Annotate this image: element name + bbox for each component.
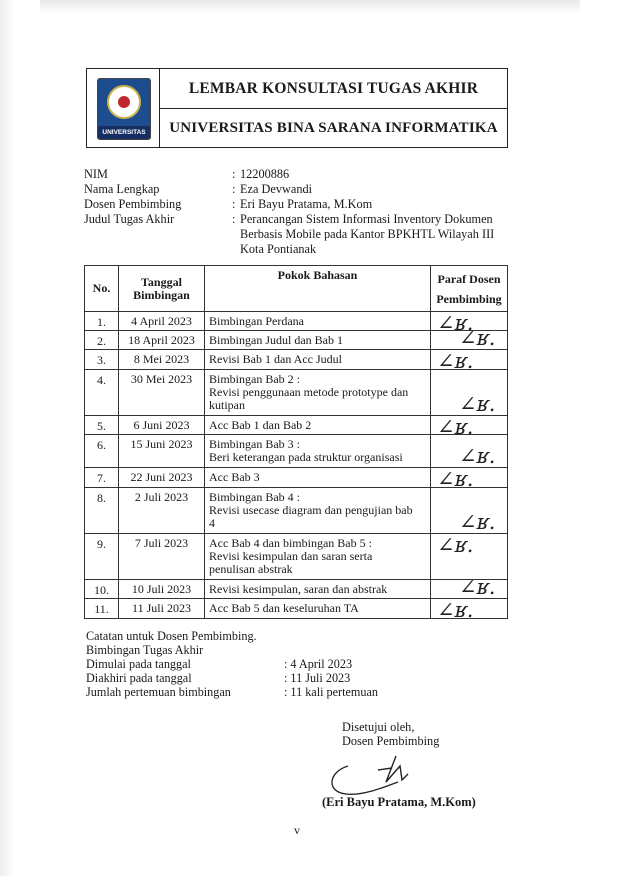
- university-logo: [97, 78, 151, 140]
- topic-line: Acc Bab 3: [209, 470, 260, 484]
- topic-line: Revisi Bab 1 dan Acc Judul: [209, 352, 342, 366]
- row-number: 11.: [85, 599, 119, 619]
- signature-mark: ∠ʁ.: [437, 311, 474, 335]
- row-signature: [431, 534, 508, 580]
- nim-label: NIM: [84, 167, 108, 181]
- notes-heading: Catatan untuk Dosen Pembimbing.: [86, 629, 257, 643]
- university-name: UNIVERSITAS BINA SARANA INFORMATIKA: [169, 119, 498, 136]
- topic-line: Bimbingan Judul dan Bab 1: [209, 333, 343, 347]
- row-number: 10.: [85, 580, 119, 599]
- name-value: Eza Devwandi: [240, 182, 313, 196]
- row-signature: [431, 598, 508, 622]
- row-date: 2 Juli 2023: [119, 488, 205, 534]
- topic-line: Acc Bab 1 dan Bab 2: [209, 418, 312, 432]
- page-shadow-left: [0, 0, 14, 876]
- row-topic: [205, 580, 431, 599]
- topic-line: Acc Bab 4 dan bimbingan Bab 5 :: [209, 536, 372, 550]
- notes-subheading: Bimbingan Tugas Akhir: [86, 643, 204, 657]
- row-number: 3.: [85, 350, 119, 370]
- row-signature: [431, 326, 508, 350]
- row-topic: [205, 331, 431, 350]
- end-label: Diakhiri pada tanggal: [86, 671, 192, 685]
- row-number: 5.: [85, 416, 119, 435]
- header-date-line: Tanggal: [141, 274, 182, 289]
- row-topic: [205, 468, 431, 488]
- colon: :: [232, 167, 236, 181]
- topic-line: Acc Bab 5 dan keseluruhan TA: [209, 601, 359, 615]
- approval-block: [342, 720, 439, 748]
- thesis-title-line: Kota Pontianak: [240, 242, 317, 256]
- row-signature: [431, 349, 508, 373]
- signature-mark: ∠ʁ.: [437, 467, 474, 491]
- signature-mark: ∠ʁ.: [459, 575, 496, 599]
- row-date: 30 Mei 2023: [119, 370, 205, 416]
- header-date-line: Bimbingan: [133, 287, 190, 302]
- logo-cell: [87, 69, 160, 147]
- topic-line: kutipan: [209, 398, 245, 412]
- topic-line: Beri keterangan pada struktur organisasi: [209, 450, 403, 464]
- row-topic: [205, 312, 431, 331]
- topic-line: Bimbingan Perdana: [209, 314, 304, 328]
- row-number: 1.: [85, 312, 119, 331]
- signature-mark: ∠ʁ.: [459, 392, 496, 416]
- topic-line: Revisi usecase diagram dan pengujian bab: [209, 503, 413, 517]
- row-date: 8 Mei 2023: [119, 350, 205, 370]
- page-number: v: [294, 823, 300, 837]
- row-topic: [205, 488, 431, 534]
- header-date: [119, 266, 205, 312]
- logo-mark: [118, 96, 130, 108]
- row-signature: [431, 435, 508, 468]
- row-number: 7.: [85, 468, 119, 488]
- table-row: [85, 416, 508, 435]
- signature-mark: ∠ʁ.: [459, 510, 496, 534]
- row-date: 7 Juli 2023: [119, 534, 205, 580]
- topic-line: Revisi penggunaan metode prototype dan: [209, 385, 409, 399]
- document-title: LEMBAR KONSULTASI TUGAS AKHIR: [160, 69, 507, 109]
- row-number: 8.: [85, 488, 119, 534]
- thesis-label: Judul Tugas Akhir: [84, 212, 175, 226]
- header-signature: [431, 266, 508, 312]
- row-date: 22 Juni 2023: [119, 468, 205, 488]
- table-row: [85, 488, 508, 534]
- signature-mark: ∠ʁ.: [459, 444, 496, 468]
- advisor-signature: [322, 752, 442, 800]
- row-topic: [205, 599, 431, 619]
- table-row: [85, 370, 508, 416]
- start-label: Dimulai pada tanggal: [86, 657, 191, 671]
- table-row: [85, 534, 508, 580]
- topic-line: Bimbingan Bab 3 :: [209, 437, 300, 451]
- row-number: 6.: [85, 435, 119, 468]
- page-shadow-top: [40, 0, 580, 14]
- signature-mark: ∠ʁ.: [437, 598, 474, 622]
- table-body: [85, 311, 508, 622]
- end-value: : 11 Juli 2023: [284, 671, 351, 685]
- row-date: 4 April 2023: [119, 312, 205, 331]
- nim-value: 12200886: [240, 167, 290, 181]
- table-row: [85, 350, 508, 370]
- table-row: [85, 312, 508, 331]
- colon: :: [232, 212, 236, 226]
- table-header-row: [85, 266, 508, 312]
- advisor-value: Eri Bayu Pratama, M.Kom: [240, 197, 373, 211]
- consultation-table: [84, 265, 508, 622]
- thesis-title-line: Berbasis Mobile pada Kantor BPKHTL Wilayah III: [240, 227, 495, 241]
- row-topic: [205, 435, 431, 468]
- row-topic: [205, 534, 431, 580]
- row-date: 11 Juli 2023: [119, 599, 205, 619]
- row-number: 9.: [85, 534, 119, 580]
- table-row: [85, 599, 508, 619]
- thesis-title-line: Perancangan Sistem Informasi Inventory Dokumen: [240, 212, 493, 226]
- document-header: [86, 68, 508, 148]
- signature-mark: ∠ʁ.: [437, 533, 474, 557]
- start-value: : 4 April 2023: [284, 657, 353, 671]
- name-label: Nama Lengkap: [84, 182, 160, 196]
- signature-mark: ∠ʁ.: [437, 349, 474, 373]
- table-row: [85, 331, 508, 350]
- row-date: 6 Juni 2023: [119, 416, 205, 435]
- approver-role: Dosen Pembimbing: [342, 734, 440, 748]
- table-row: [85, 580, 508, 599]
- header-signature-line: Paraf Dosen: [437, 271, 501, 286]
- row-number: 4.: [85, 370, 119, 416]
- logo-emblem: [107, 85, 141, 119]
- row-signature: [431, 467, 508, 491]
- signature-mark: ∠ʁ.: [437, 415, 474, 439]
- topic-line: 4: [209, 516, 215, 530]
- row-number: 2.: [85, 331, 119, 350]
- header-no: No.: [85, 266, 119, 312]
- table-row: [85, 468, 508, 488]
- topic-line: Bimbingan Bab 4 :: [209, 490, 300, 504]
- topic-line: penulisan abstrak: [209, 562, 293, 576]
- colon: :: [232, 182, 236, 196]
- topic-line: Revisi kesimpulan, saran dan abstrak: [209, 582, 388, 596]
- row-date: 18 April 2023: [119, 331, 205, 350]
- logo-label: UNIVERSITAS: [98, 126, 150, 139]
- row-topic: [205, 416, 431, 435]
- count-value: : 11 kali pertemuan: [284, 685, 378, 699]
- header-topic: Pokok Bahasan: [205, 266, 431, 312]
- row-signature: [431, 575, 508, 599]
- topic-line: Revisi kesimpulan dan saran serta: [209, 549, 373, 563]
- signer-name: (Eri Bayu Pratama, M.Kom): [322, 795, 476, 809]
- row-signature: [431, 415, 508, 439]
- colon: :: [232, 197, 236, 211]
- approved-by: Disetujui oleh,: [342, 720, 415, 734]
- topic-line: Bimbingan Bab 2 :: [209, 372, 300, 386]
- signature-mark: ∠ʁ.: [459, 326, 496, 350]
- thesis-title: [240, 212, 520, 257]
- advisor-label: Dosen Pembimbing: [84, 197, 182, 211]
- count-label: Jumlah pertemuan bimbingan: [86, 685, 231, 699]
- row-signature: [431, 488, 508, 534]
- row-date: 15 Juni 2023: [119, 435, 205, 468]
- row-date: 10 Juli 2023: [119, 580, 205, 599]
- header-signature-line: Pembimbing: [436, 291, 502, 306]
- table-row: [85, 435, 508, 468]
- row-topic: [205, 350, 431, 370]
- row-topic: [205, 370, 431, 416]
- row-signature: [431, 370, 508, 416]
